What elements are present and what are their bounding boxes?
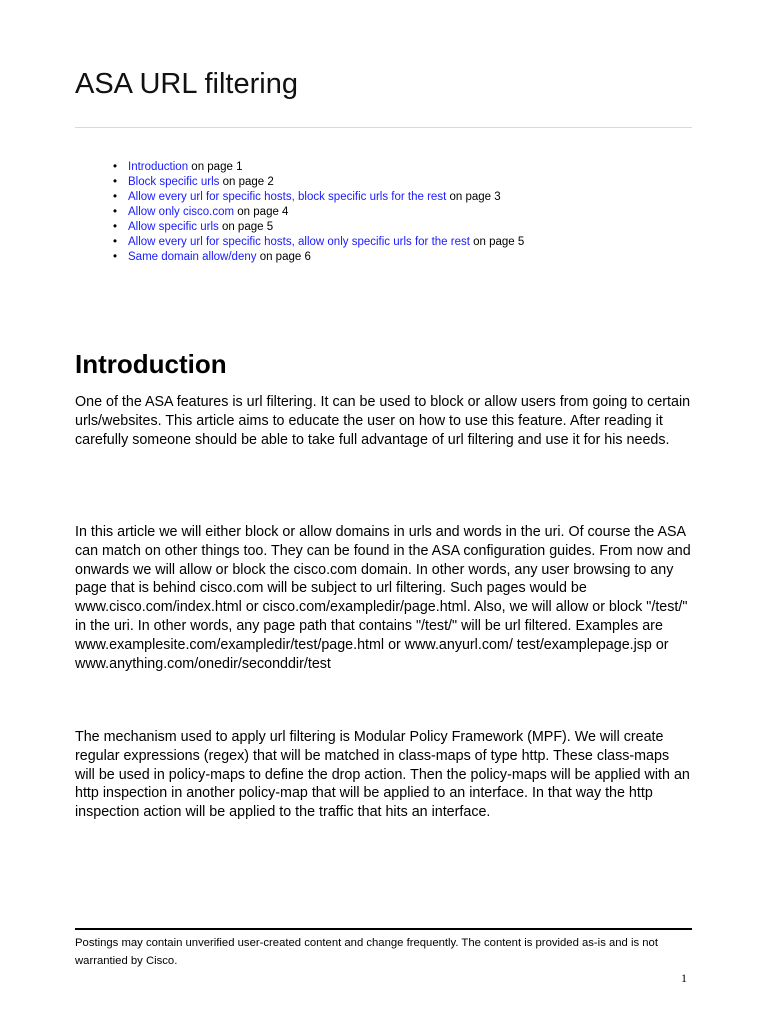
title-divider (75, 127, 692, 128)
footer-divider (75, 928, 692, 930)
intro-paragraph-1: One of the ASA features is url filtering. It can be used to block or allow users from going to certain urls/websites. This article aims to educate the user on how to use this feature. After reading it carefully someone should be able to take full advantage of url filtering and use it for his needs. (75, 394, 691, 448)
toc-page-ref: on page 2 (219, 176, 274, 188)
bullet-icon: • (113, 176, 118, 188)
intro-paragraph-3: The mechanism used to apply url filtering is Modular Policy Framework (MPF). We will create regular expressions (regex) that will be matched in class-maps of type http. These class-maps will be used in policy-maps to define the drop action. Then the policy-maps will be applied with an http inspection in another policy-map that will be applied to an interface. In that way the http inspection action will be applied to the traffic that hits an interface. (75, 729, 690, 821)
toc-link-allow-only-cisco[interactable]: Allow only cisco.com (128, 206, 235, 218)
toc-link-block-specific-urls[interactable]: Block specific urls (128, 176, 220, 188)
toc-page-ref: on page 6 (256, 251, 311, 263)
table-of-contents (113, 160, 524, 265)
toc-page-ref: on page 3 (446, 191, 501, 203)
toc-link-allow-hosts-allow-specific[interactable]: Allow every url for specific hosts, allow only specific urls for the rest (128, 236, 470, 248)
toc-link-allow-hosts-block-rest[interactable]: Allow every url for specific hosts, block specific urls for the rest (128, 191, 447, 203)
bullet-icon: • (113, 161, 118, 173)
toc-link-same-domain[interactable]: Same domain allow/deny (128, 251, 257, 263)
toc-link-allow-specific-urls[interactable]: Allow specific urls (128, 221, 219, 233)
toc-page-ref: on page 1 (188, 161, 243, 173)
toc-item-allow-specific-urls (113, 220, 524, 235)
footer-disclaimer: Postings may contain unverified user-created content and change frequently. The content is provided as-is and is not warrantied by Cisco. (75, 937, 658, 967)
toc-item-allow-only-cisco (113, 205, 524, 220)
bullet-icon: • (113, 251, 118, 263)
toc-item-block-specific-urls (113, 175, 524, 190)
toc-item-allow-hosts-block-rest (113, 190, 524, 205)
section-heading-introduction: Introduction (75, 349, 227, 379)
toc-item-same-domain (113, 250, 524, 265)
bullet-icon: • (113, 221, 118, 233)
toc-link-introduction[interactable]: Introduction (128, 161, 189, 173)
toc-item-allow-hosts-allow-specific (113, 235, 524, 250)
toc-page-ref: on page 4 (234, 206, 289, 218)
page-number: 1 (681, 971, 687, 985)
page-title: ASA URL filtering (75, 68, 298, 100)
bullet-icon: • (113, 236, 118, 248)
toc-page-ref: on page 5 (218, 221, 274, 233)
toc-page-ref: on page 5 (469, 236, 525, 248)
bullet-icon: • (113, 206, 118, 218)
bullet-icon: • (113, 191, 118, 203)
toc-item-introduction (113, 160, 524, 175)
intro-paragraph-2: In this article we will either block or allow domains in urls and words in the uri. Of course the ASA can match on other things too. They can be found in the ASA configuration guides. From now and onwards we will allow or block the cisco.com domain. In other words, any user browsing to any page that is behind cisco.com will be subject to url filtering. Such pages would be www.cisco.com/index.html or cisco.com/exampledir/page.html. Also, we will allow or block "/test/" in the uri. In other words, any page path that contains "/test/" will be url filtered. Examples are www.examplesite.com/exampledir/test/page.html or www.anyurl.com/ test/examplepage.jsp or www.anything.com/onedir/seconddir/test (75, 524, 691, 672)
